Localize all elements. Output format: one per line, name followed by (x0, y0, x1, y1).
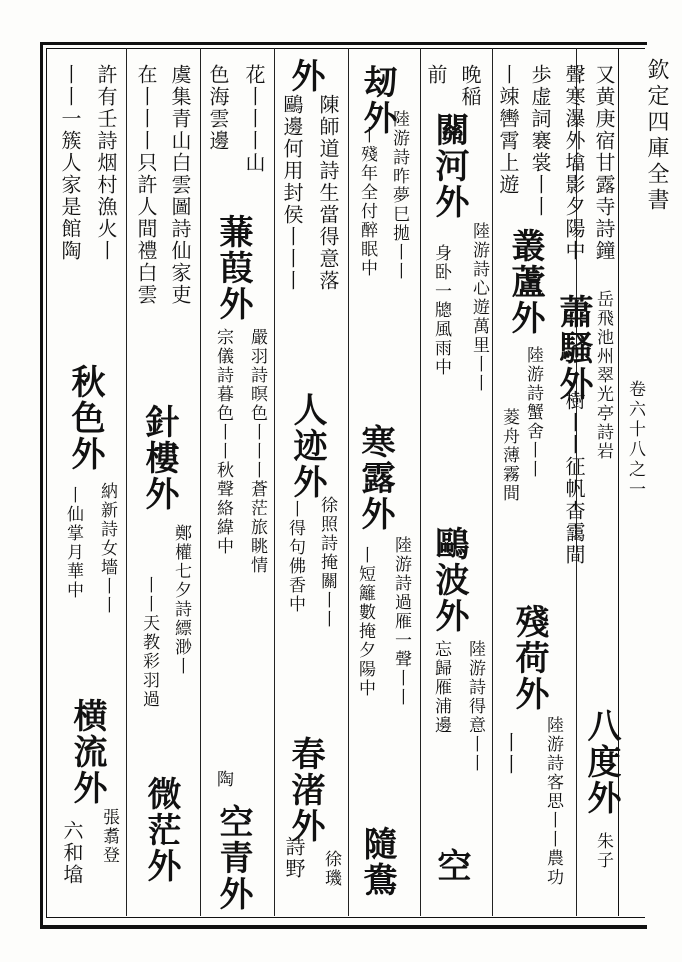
entry-heading: 隨鴦 (357, 826, 397, 898)
body-text: 色海雲邊 (206, 64, 230, 152)
entry-heading: 空青外 (213, 804, 253, 912)
volume-label: 卷六十八之一 (625, 380, 645, 500)
column-rule (420, 48, 421, 916)
body-text: 聲寒瀑外墖影夕陽中 (562, 64, 586, 262)
entry-heading: 關河外 (429, 112, 469, 220)
annotation: 身卧一牕風雨中 (431, 244, 451, 377)
body-text: 詩野 (282, 836, 306, 880)
annotation: 丨短籬數掩夕陽中 (355, 546, 375, 698)
entry-heading: 寒露外 (355, 424, 395, 532)
entry-heading: 叢蘆外 (505, 228, 545, 336)
body-text: 虞集青山白雲圖詩仙家吏 (168, 64, 192, 306)
entry-heading: 蒹葭外 (213, 214, 253, 322)
annotation: 陸游詩蟹舍丨丨 (523, 346, 543, 479)
column-rule (274, 48, 275, 916)
body-text: 鷗邊何用封侯丨丨丨 (280, 94, 304, 292)
entry-heading: 鷗波外 (429, 526, 469, 634)
entry-heading: 人迹外 (287, 392, 327, 500)
body-text: 丨丨 (498, 732, 522, 776)
entry-heading: 空 (431, 848, 471, 884)
column-rule (348, 48, 349, 916)
annotation: 陸游詩昨夢巳拋丨丨 (389, 110, 409, 281)
annotation: 忘歸雁浦邊 (431, 640, 451, 735)
entry-heading: 春渚外 (285, 736, 325, 844)
column-rule (492, 48, 493, 916)
body-text: 丨丨一簇人家是館陶 (58, 64, 82, 262)
body-text: 花丨丨丨山 (242, 64, 266, 174)
entry-heading: 秋色外 (65, 364, 105, 472)
entry-heading: 殘荷外 (509, 604, 549, 712)
annotation: 徐璣 (321, 850, 341, 888)
body-text: 六和墖 (60, 820, 84, 886)
annotation: 菱舟薄霧間 (499, 408, 519, 503)
annotation: 丨仙掌月華中 (63, 486, 83, 600)
book-title: 欽定四庫全書 (644, 58, 669, 214)
column-rule (126, 48, 127, 916)
annotation: 陸游詩心遊萬里丨丨 (469, 222, 489, 393)
body-text: 陳師道詩生當得意落 (316, 94, 340, 292)
entry-heading: 針樓外 (139, 404, 179, 512)
body-text: 晚稲 (458, 64, 482, 108)
annotation: 岳飛池州翠光亭詩岩 (593, 290, 613, 461)
body-text: 歩虚詞褰裳丨丨 (528, 64, 552, 218)
body-text: 許有壬詩烟村漁火丨 (94, 64, 118, 262)
annotation: 嚴羽詩暝色丨丨丨蒼茫旅眺情 (247, 328, 267, 575)
annotation: 宗儀詩暮色丨丨秋聲絡緯中 (213, 328, 233, 556)
entry-heading: 刼外 (357, 64, 397, 136)
body-text: 前 (424, 64, 448, 86)
annotation: 陸游詩客思丨丨農功 (543, 716, 563, 887)
annotation: 張翥登 (99, 808, 119, 865)
column-rule (200, 48, 201, 916)
annotation: 鄭權七夕詩縹渺丨 (171, 524, 191, 676)
annotation: 陸游詩過雁一聲丨丨 (391, 536, 411, 707)
entry-heading: 微茫外 (141, 776, 181, 884)
annotation: 丨得句佛香中 (285, 500, 305, 614)
body-text: 又黄庚宿甘露寺詩鐘 (592, 64, 616, 262)
entry-heading: 横流外 (67, 698, 107, 806)
annotation: 朱子 (593, 832, 613, 870)
entry-heading: 外 (285, 58, 325, 94)
annotation: 丨殘年全付醉眠中 (357, 126, 377, 278)
annotation: 丨丨天教彩羽過 (139, 576, 159, 709)
entry-heading: 八度外 (581, 708, 621, 816)
annotation: 陸游詩得意丨丨 (465, 640, 485, 773)
annotation: 陶 (213, 770, 233, 789)
body-text: 丨竦轡霄上遊 (496, 64, 520, 196)
body-text: 樹丨丨征帆杳靄間 (562, 390, 586, 566)
body-text: 在丨丨丨只許人間禮白雲 (134, 64, 158, 306)
annotation: 納新詩女墻丨丨 (97, 482, 117, 615)
entry-heading: 蕭騷外 (553, 294, 593, 402)
annotation: 徐照詩掩關丨丨 (317, 496, 337, 629)
